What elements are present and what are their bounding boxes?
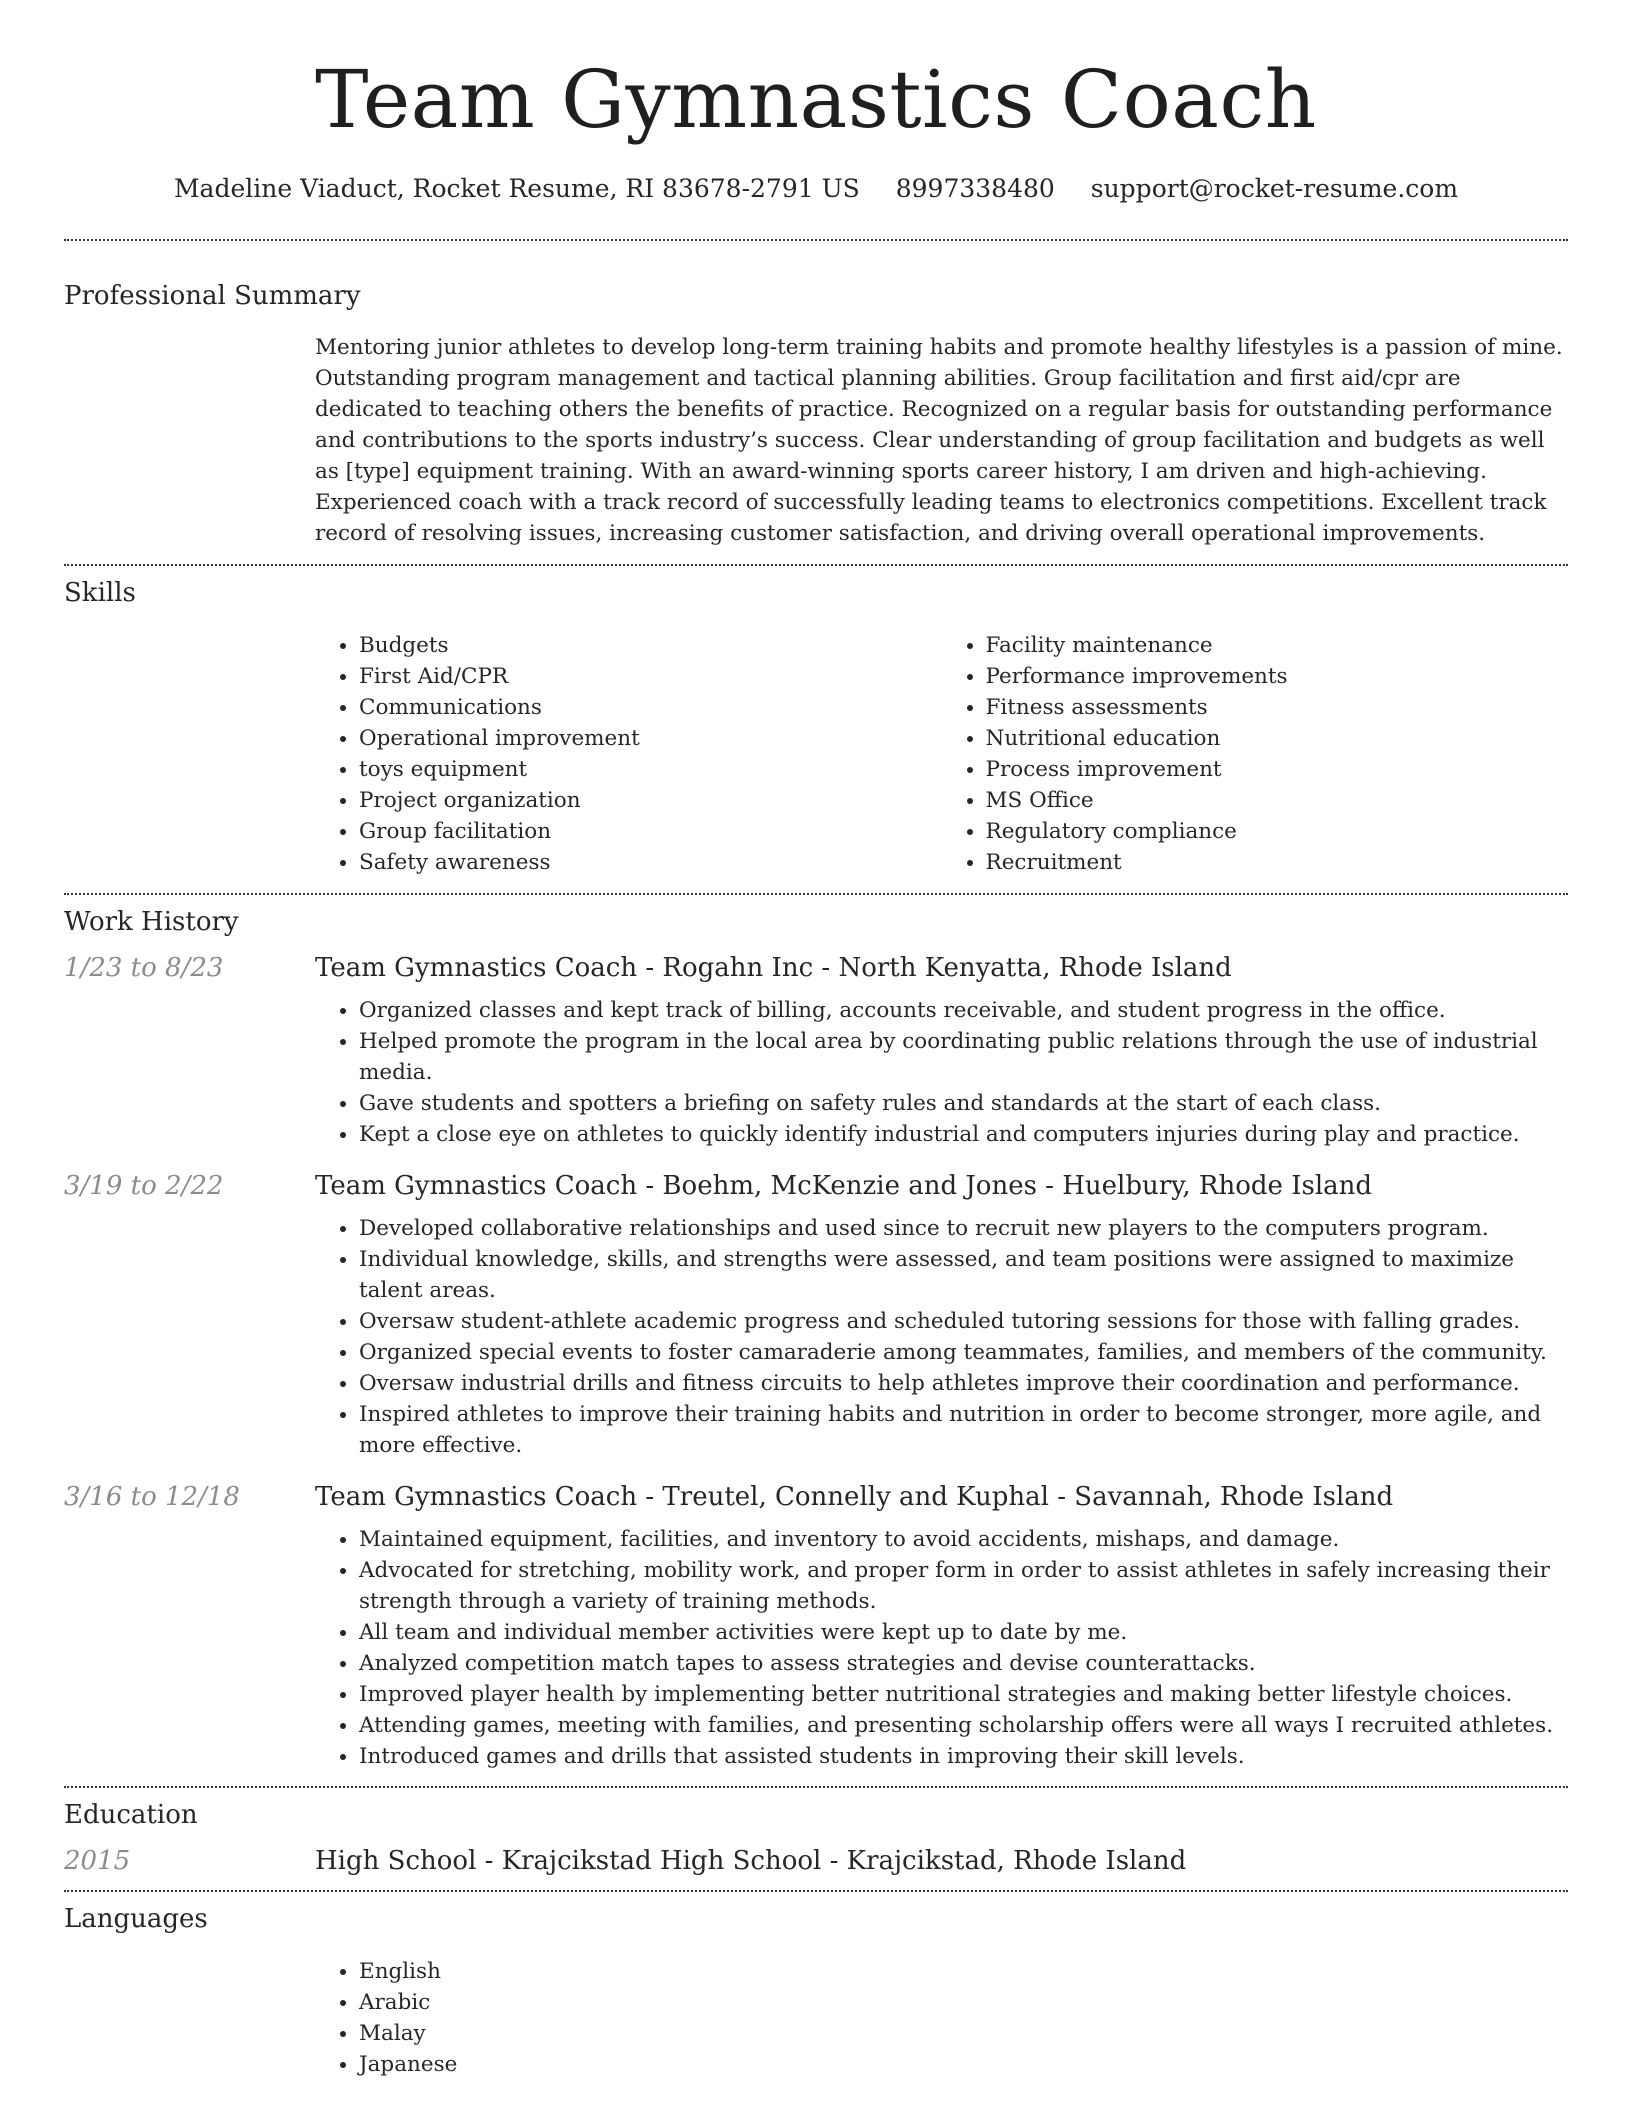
- skill-item: • toys equipment: [359, 754, 942, 785]
- job-dates: 1/23 to 8/23: [64, 953, 224, 983]
- job-entry: [64, 1171, 1568, 1461]
- skill-item: • Regulatory compliance: [986, 816, 1569, 847]
- contact-email: support@rocket-resume.com: [1090, 174, 1459, 203]
- job-heading: Team Gymnastics Coach - Rogahn Inc - North Kenyatta, Rhode Island: [315, 953, 1232, 983]
- languages-section: [64, 1904, 1568, 2080]
- job-dates: 3/19 to 2/22: [64, 1171, 224, 1201]
- section-title-skills: Skills: [64, 578, 136, 608]
- divider: [64, 893, 1568, 895]
- job-bullet: • Developed collaborative relationships and used since to recruit new players to the computers program.: [359, 1213, 1568, 1244]
- work-section: [64, 907, 1568, 1772]
- section-title-education: Education: [64, 1800, 198, 1830]
- education-entry: [64, 1846, 1568, 1876]
- job-bullet: • Organized special events to foster camaraderie among teammates, families, and members of the community.: [359, 1337, 1568, 1368]
- language-item: • Malay: [359, 2018, 1568, 2049]
- section-title-languages: Languages: [64, 1904, 208, 1934]
- skill-item: • Nutritional education: [986, 723, 1569, 754]
- section-title-summary: Professional Summary: [64, 281, 361, 311]
- contact-line: [64, 174, 1568, 203]
- language-item: • Arabic: [359, 1987, 1568, 2018]
- education-year: 2015: [64, 1846, 131, 1876]
- job-bullet: • Analyzed competition match tapes to assess strategies and devise counterattacks.: [359, 1648, 1568, 1679]
- job-bullet: • Improved player health by implementing better nutritional strategies and making better lifestyle choices.: [359, 1679, 1568, 1710]
- job-bullet: • Advocated for stretching, mobility work, and proper form in order to assist athletes in safely increasing their strength through a variety of training methods.: [359, 1555, 1568, 1617]
- divider: [64, 564, 1568, 566]
- candidate-name: Team Gymnastics Coach: [315, 53, 1317, 146]
- job-dates: 3/16 to 12/18: [64, 1482, 240, 1512]
- contact-phone: 8997338480: [895, 174, 1055, 203]
- job-entry: [64, 1482, 1568, 1772]
- skill-item: • First Aid/CPR: [359, 661, 942, 692]
- skill-item: • Project organization: [359, 785, 942, 816]
- skill-item: • Fitness assessments: [986, 692, 1569, 723]
- job-bullets: [315, 995, 1568, 1150]
- job-bullet: • Organized classes and kept track of billing, accounts receivable, and student progress in the office.: [359, 995, 1568, 1026]
- language-item: • Japanese: [359, 2049, 1568, 2080]
- contact-address: Madeline Viaduct, Rocket Resume, RI 83678-2791 US: [173, 174, 860, 203]
- skill-item: • Recruitment: [986, 847, 1569, 878]
- skill-item: • MS Office: [986, 785, 1569, 816]
- skill-item: • Communications: [359, 692, 942, 723]
- job-heading: Team Gymnastics Coach - Treutel, Connelly and Kuphal - Savannah, Rhode Island: [315, 1482, 1394, 1512]
- skills-section: [64, 578, 1568, 878]
- divider: [64, 1786, 1568, 1788]
- divider: [64, 1890, 1568, 1892]
- skill-item: • Performance improvements: [986, 661, 1569, 692]
- job-bullet: • Gave students and spotters a briefing on safety rules and standards at the start of each class.: [359, 1088, 1568, 1119]
- job-entry: [64, 953, 1568, 1150]
- languages-list: [315, 1956, 1568, 2080]
- job-bullet: • Individual knowledge, skills, and strengths were assessed, and team positions were assigned to maximize talent areas.: [359, 1244, 1568, 1306]
- skill-item: • Safety awareness: [359, 847, 942, 878]
- job-bullet: • Kept a close eye on athletes to quickly identify industrial and computers injuries during play and practice.: [359, 1119, 1568, 1150]
- job-bullet: • Introduced games and drills that assisted students in improving their skill levels.: [359, 1741, 1568, 1772]
- job-bullet: • All team and individual member activities were kept up to date by me.: [359, 1617, 1568, 1648]
- job-bullets: [315, 1213, 1568, 1461]
- job-heading: Team Gymnastics Coach - Boehm, McKenzie and Jones - Huelbury, Rhode Island: [315, 1171, 1373, 1201]
- skill-item: • Budgets: [359, 630, 942, 661]
- education-section: [64, 1800, 1568, 1876]
- skill-item: • Operational improvement: [359, 723, 942, 754]
- job-bullet: • Helped promote the program in the local area by coordinating public relations through the use of industrial media.: [359, 1026, 1568, 1088]
- job-bullet: • Oversaw student-athlete academic progress and scheduled tutoring sessions for those with falling grades.: [359, 1306, 1568, 1337]
- job-bullet: • Inspired athletes to improve their training habits and nutrition in order to become stronger, more agile, and more effective.: [359, 1399, 1568, 1461]
- job-bullet: • Oversaw industrial drills and fitness circuits to help athletes improve their coordination and performance.: [359, 1368, 1568, 1399]
- job-bullets: [315, 1524, 1568, 1772]
- skill-item: • Group facilitation: [359, 816, 942, 847]
- skills-list-left: [315, 630, 942, 878]
- language-item: • English: [359, 1956, 1568, 1987]
- education-heading: High School - Krajcikstad High School - Krajcikstad, Rhode Island: [315, 1846, 1187, 1876]
- section-title-work: Work History: [64, 907, 239, 937]
- skill-item: • Process improvement: [986, 754, 1569, 785]
- job-bullet: • Maintained equipment, facilities, and inventory to avoid accidents, mishaps, and damage.: [359, 1524, 1568, 1555]
- divider: [64, 239, 1568, 241]
- summary-text: Mentoring junior athletes to develop long-term training habits and promote healthy lifestyles is a passion of mine. Outstanding program management and tactical planning abilities. Group facilitation and first aid/cpr are dedicated to teaching others the benefits of practice. Recognized on a regular basis for outstanding performance and contributions to the sports industry’s success. Clear understanding of group facilitation and budgets as well as [type] equipment training. With an award-winning sports career history, I am driven and high-achieving. Experienced coach with a track record of successfully leading teams to electronics competitions. Excellent track record of resolving issues, increasing customer satisfaction, and driving overall operational improvements.: [315, 335, 1563, 546]
- skills-list-right: [942, 630, 1569, 878]
- summary-section: [64, 281, 1568, 549]
- job-bullet: • Attending games, meeting with families, and presenting scholarship offers were all ways I recruited athletes.: [359, 1710, 1568, 1741]
- skill-item: • Facility maintenance: [986, 630, 1569, 661]
